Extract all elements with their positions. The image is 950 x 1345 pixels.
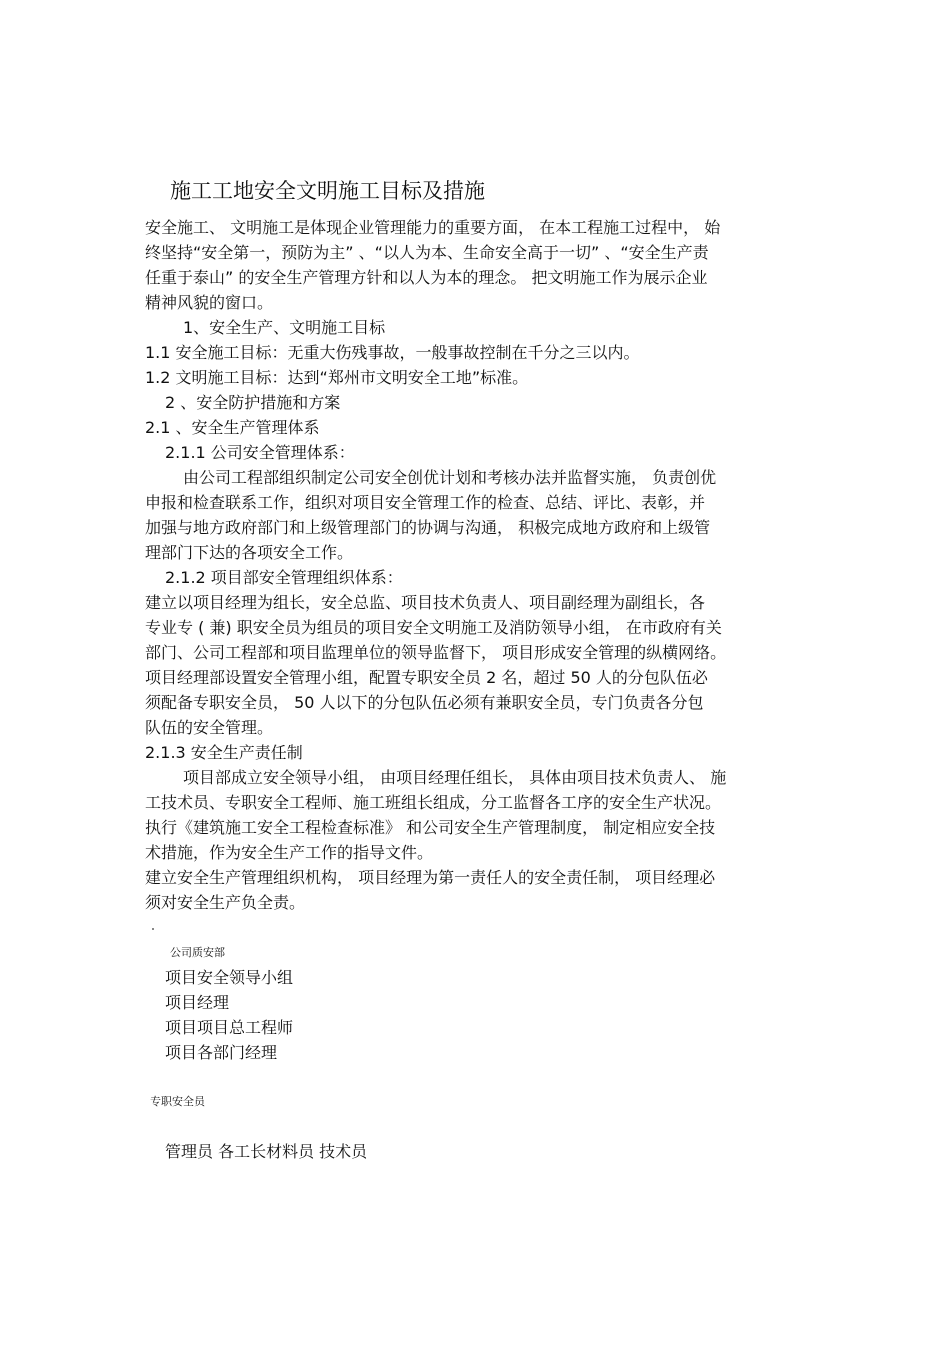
section-heading: 2.1 、安全生产管理体系 <box>145 418 320 437</box>
subsection-heading: 2.1.1 公司安全管理体系： <box>165 443 355 462</box>
subsection-heading: 2.1.3 安全生产责任制 <box>145 743 303 762</box>
paragraph-line: 安全施工、 文明施工是体现企业管理能力的重要方面， 在本工程施工过程中， 始 <box>145 218 721 237</box>
document-title: 施工工地安全文明施工目标及措施 <box>170 179 485 203</box>
paragraph-line: 加强与地方政府部门和上级管理部门的协调与沟通， 积极完成地方政府和上级管 <box>145 518 711 537</box>
paragraph-line: 术措施，作为安全生产工作的指导文件。 <box>145 843 434 862</box>
paragraph-line: 精神风貌的窗口。 <box>145 293 274 312</box>
paragraph-line: 建立安全生产管理组织机构， 项目经理为第一责任人的安全责任制， 项目经理必 <box>145 868 716 887</box>
paragraph-line: 由公司工程部组织制定公司安全创优计划和考核办法并监督实施， 负责创优 <box>183 468 717 487</box>
paragraph-line: 建立以项目经理为组长，安全总监、项目技术负责人、项目副经理为副组长，各 <box>145 593 706 612</box>
paragraph-line: 专业专 ( 兼) 职安全员为组员的项目安全文明施工及消防领导小组， 在市政府有关 <box>145 618 722 637</box>
paragraph-line: 终坚持“安全第一，预防为主” 、“以人为本、生命安全高于一切” 、“安全生产责 <box>145 243 709 262</box>
dot-mark <box>152 928 154 930</box>
paragraph-line: 项目部成立安全领导小组， 由项目经理任组长， 具体由项目技术负责人、 施 <box>183 768 727 787</box>
paragraph-line: 队伍的安全管理。 <box>145 718 274 737</box>
paragraph-line: 申报和检查联系工作，组织对项目安全管理工作的检查、总结、评比、表彰，并 <box>145 493 706 512</box>
org-project-manager: 项目经理 <box>165 993 230 1012</box>
paragraph-line: 任重于泰山” 的安全生产管理方针和以人为本的理念。 把文明施工作为展示企业 <box>145 268 708 287</box>
paragraph-line: 须对安全生产负全责。 <box>145 893 306 912</box>
paragraph-line: 执行《建筑施工安全工程检查标准》 和公司安全生产管理制度， 制定相应安全技 <box>145 818 716 837</box>
org-leader-group: 项目安全领导小组 <box>165 968 294 987</box>
paragraph-line: 1.1 安全施工目标：无重大伤残事故，一般事故控制在千分之三以内。 <box>145 343 640 362</box>
org-chief-engineer: 项目项目总工程师 <box>165 1018 294 1037</box>
org-safety-officer: 专职安全员 <box>150 1095 205 1108</box>
paragraph-line: 工技术员、专职安全工程师、施工班组长组成，分工监督各工序的安全生产状况。 <box>145 793 722 812</box>
paragraph-line: 部门、公司工程部和项目监理单位的领导监督下， 项目形成安全管理的纵横网络。 <box>145 643 727 662</box>
paragraph-line: 理部门下达的各项安全工作。 <box>145 543 354 562</box>
org-dept-managers: 项目各部门经理 <box>165 1043 278 1062</box>
paragraph-line: 须配备专职安全员， 50 人以下的分包队伍必须有兼职安全员，专门负责各分包 <box>145 693 704 712</box>
org-company-dept: 公司质安部 <box>170 946 225 959</box>
org-bottom-row: 管理员 各工长材料员 技术员 <box>165 1142 368 1161</box>
subsection-heading: 2.1.2 项目部安全管理组织体系： <box>165 568 403 587</box>
paragraph-line: 项目经理部设置安全管理小组，配置专职安全员 2 名，超过 50 人的分包队伍必 <box>145 668 708 687</box>
section-heading: 1、安全生产、文明施工目标 <box>183 318 386 337</box>
section-heading: 2 、安全防护措施和方案 <box>165 393 341 412</box>
paragraph-line: 1.2 文明施工目标：达到“郑州市文明安全工地”标准。 <box>145 368 529 387</box>
